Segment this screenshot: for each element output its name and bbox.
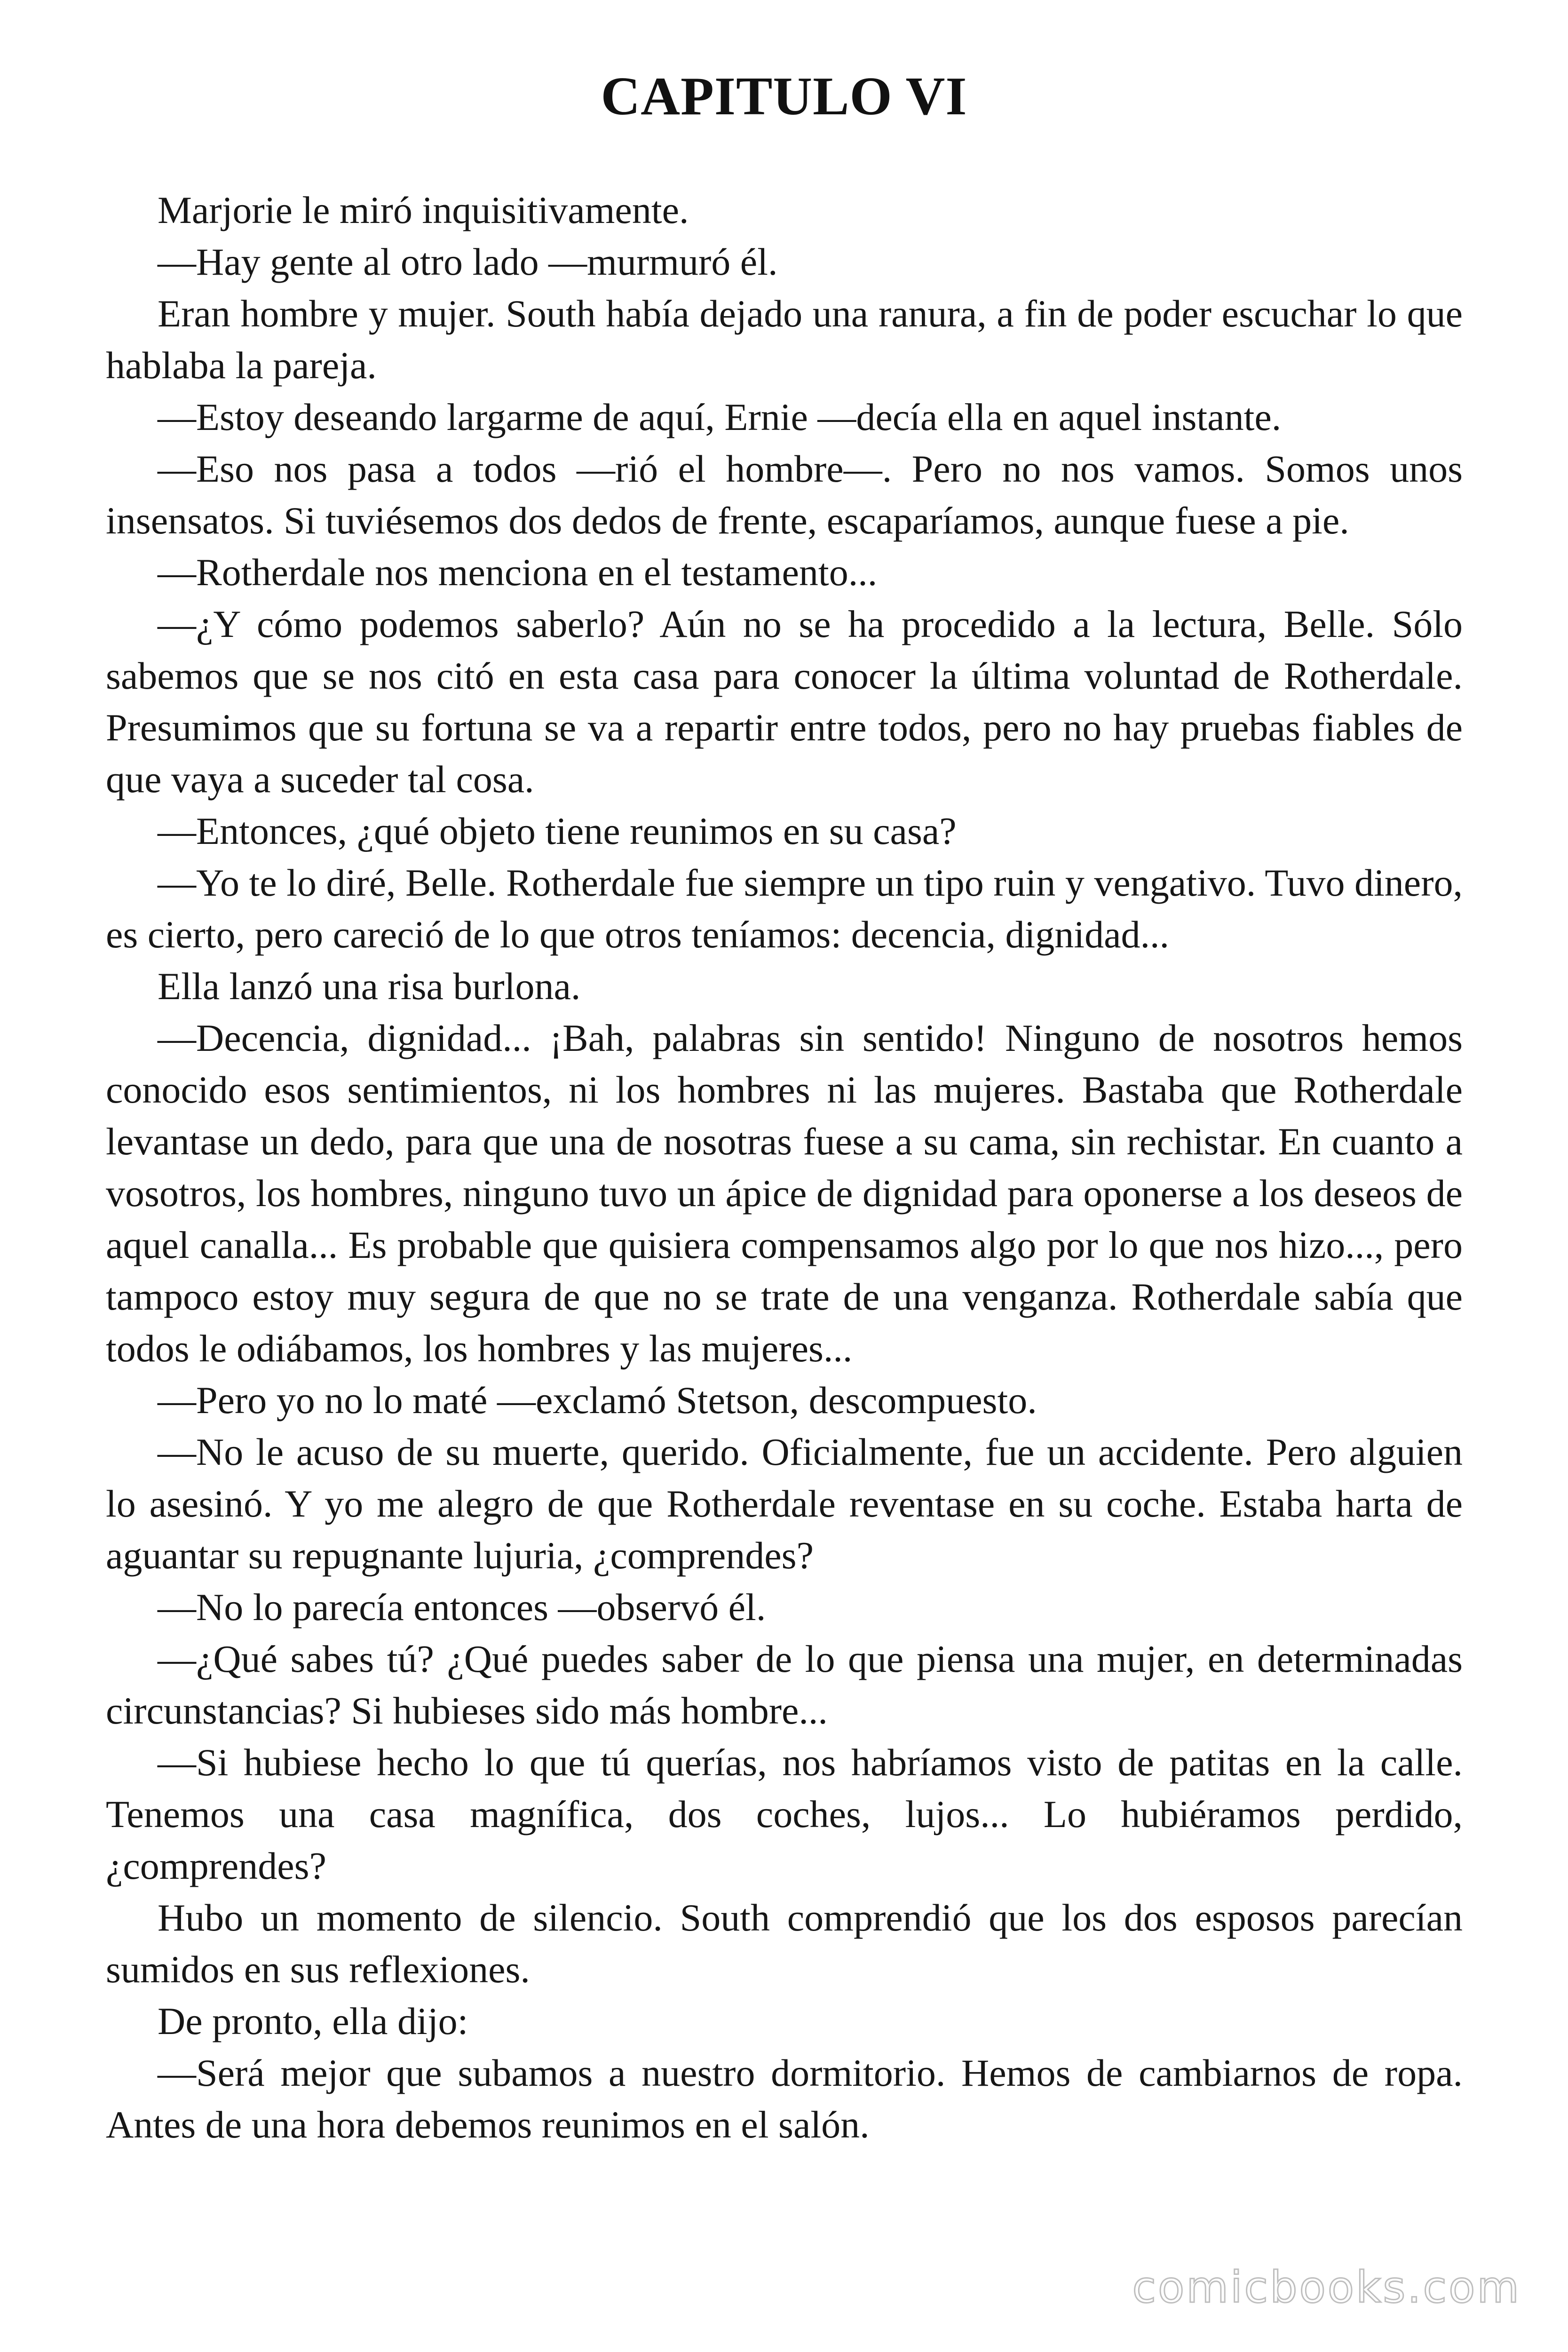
paragraph: Hubo un momento de silencio. South comprendió que los dos esposos parecían sumidos en sus reflexiones.	[106, 1896, 1463, 1991]
paragraph: Marjorie le miró inquisitivamente.	[158, 189, 689, 231]
chapter-title: CAPITULO VI	[601, 66, 967, 127]
paragraph: —No lo parecía entonces —observó él.	[158, 1586, 766, 1629]
paragraph: —Entonces, ¿qué objeto tiene reunimos en su casa?	[158, 810, 957, 852]
paragraph: —Si hubiese hecho lo que tú querías, nos habríamos visto de patitas en la calle. Tenemos una casa magnífica, dos coches, lujos... Lo hubiéramos perdido, ¿comprendes?	[106, 1741, 1463, 1887]
paragraph: —Será mejor que subamos a nuestro dormitorio. Hemos de cambiarnos de ropa. Antes de una hora debemos reunimos en el salón.	[106, 2051, 1463, 2146]
paragraph: —Estoy deseando largarme de aquí, Ernie —decía ella en aquel instante.	[158, 396, 1282, 438]
paragraph: —Decencia, dignidad... ¡Bah, palabras sin sentido! Ninguno de nosotros hemos conocido esos sentimientos, ni los hombres ni las mujeres. Bastaba que Rotherdale levantase un dedo, para que una de nosotras fuese a su cama, sin rechistar. En cuanto a vosotros, los hombres, ninguno tuvo un ápice de dignidad para oponerse a los deseos de aquel canalla... Es probable que quisiera compensamos algo por lo que nos hizo..., pero tampoco estoy muy segura de que no se trate de una venganza. Rotherdale sabía que todos le odiábamos, los hombres y las mujeres...	[106, 1017, 1463, 1370]
watermark: comicbooks.com	[1132, 2262, 1521, 2312]
paragraph: —¿Y cómo podemos saberlo? Aún no se ha procedido a la lectura, Belle. Sólo sabemos que se nos citó en esta casa para conocer la última voluntad de Rotherdale. Presumimos que su fortuna se va a repartir entre todos, pero no hay pruebas fiables de que vaya a suceder tal cosa.	[106, 603, 1463, 801]
paragraph: —No le acuso de su muerte, querido. Oficialmente, fue un accidente. Pero alguien lo asesinó. Y yo me alegro de que Rotherdale reventase en su coche. Estaba harta de aguantar su repugnante lujuria, ¿comprendes?	[106, 1430, 1463, 1577]
paragraph: Ella lanzó una risa burlona.	[158, 965, 581, 1008]
chapter-body	[106, 184, 1463, 2151]
paragraph: —Eso nos pasa a todos —rió el hombre—. Pero no nos vamos. Somos unos insensatos. Si tuviésemos dos dedos de frente, escaparíamos, aunque fuese a pie.	[106, 447, 1463, 542]
paragraph: —Rotherdale nos menciona en el testamento...	[158, 551, 878, 594]
paragraph: —Pero yo no lo maté —exclamó Stetson, descompuesto.	[158, 1379, 1037, 1422]
paragraph: De pronto, ella dijo:	[158, 2000, 468, 2042]
paragraph: —Hay gente al otro lado —murmuró él.	[158, 240, 778, 283]
paragraph: Eran hombre y mujer. South había dejado una ranura, a fin de poder escuchar lo que hablaba la pareja.	[106, 292, 1463, 387]
paragraph: —Yo te lo diré, Belle. Rotherdale fue siempre un tipo ruin y vengativo. Tuvo dinero, es cierto, pero careció de lo que otros teníamos: decencia, dignidad...	[106, 861, 1463, 956]
paragraph: —¿Qué sabes tú? ¿Qué puedes saber de lo que piensa una mujer, en determinadas circunstancias? Si hubieses sido más hombre...	[106, 1637, 1463, 1732]
